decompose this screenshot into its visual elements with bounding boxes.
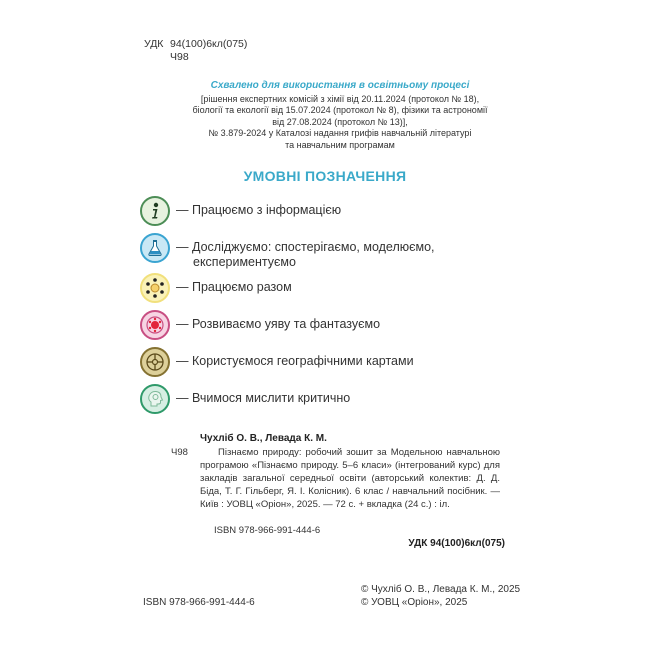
critical-thinking-icon xyxy=(140,384,170,414)
legend-item-fantasy xyxy=(140,310,380,340)
flask-icon xyxy=(140,233,170,263)
copyright-block xyxy=(361,583,520,609)
copyright-publisher: © УОВЦ «Оріон», 2025 xyxy=(361,597,468,608)
legend-item-line1: — Досліджуємо: спостерігаємо, моделюємо, xyxy=(176,240,435,254)
approval-line: [рішення експертних комісій з хімії від 20.11.2024 (протокол № 18), xyxy=(200,93,480,104)
approval-line: та навчальним програмам xyxy=(285,139,395,150)
legend-item-info xyxy=(140,196,341,226)
legend-item-research xyxy=(140,233,435,270)
legend-item-label: — Вчимося мислити критично xyxy=(176,391,351,405)
approval-line: від 27.08.2024 (протокол № 13)], xyxy=(272,116,408,127)
teamwork-icon xyxy=(140,273,170,303)
legend-item-label: — Працюємо з інформацією xyxy=(176,203,342,217)
catalog-author-code: Ч98 xyxy=(171,447,188,458)
approval-block xyxy=(170,80,510,151)
author-code: Ч98 xyxy=(170,51,189,63)
udc-label: УДК xyxy=(144,38,164,50)
legend-item-line2: експериментуємо xyxy=(193,255,296,269)
copyright-authors: © Чухліб О. В., Левада К. М., 2025 xyxy=(361,584,521,595)
legend-item-teamwork xyxy=(140,273,292,303)
info-icon xyxy=(140,196,170,226)
approval-line: біології та екології від 15.07.2024 (протокол № 8), фізики та астрономії xyxy=(192,105,488,115)
fantasy-icon xyxy=(140,310,170,340)
catalog-isbn: ISBN 978-966-991-444-6 xyxy=(214,525,321,536)
footer-isbn: ISBN 978-966-991-444-6 xyxy=(143,597,255,608)
catalog-udc: УДК 94(100)6кл(075) xyxy=(408,538,505,549)
compass-icon xyxy=(140,347,170,377)
catalog-description: Пізнаємо природу: робочий зошит за Модельною навчальною програмою «Пізнаємо природу. 5–6 класи» (інтегрований курс) для закладів загальної середньої освіти (авторський колектив: Д. Д. Біда, Т. Г. Гільберг, Я. І. Колісник). 6 клас / навчальний посібник. — Київ : УОВЦ «Оріон», 2025. — 72 с. + вкладка (24 с.) : іл. xyxy=(200,447,500,510)
approval-heading: Схвалено для використання в освітньому процесі xyxy=(210,80,470,91)
legend-item-critical xyxy=(140,384,350,414)
legend-item-maps xyxy=(140,347,414,377)
udc-header xyxy=(144,38,247,64)
legend-item-label: — Розвиваємо уяву та фантазуємо xyxy=(176,317,381,331)
udc-code: 94(100)6кл(075) xyxy=(170,38,248,50)
legend-title: УМОВНІ ПОЗНАЧЕННЯ xyxy=(243,168,407,184)
legend-item-label: — Працюємо разом xyxy=(176,280,292,294)
legend-item-label xyxy=(176,233,435,270)
approval-line: № 3.879-2024 у Каталозі надання грифів навчальній літературі xyxy=(208,128,472,138)
legend-item-label: — Користуємося географічними картами xyxy=(176,354,414,368)
catalog-authors: Чухліб О. В., Левада К. М. xyxy=(200,433,327,444)
